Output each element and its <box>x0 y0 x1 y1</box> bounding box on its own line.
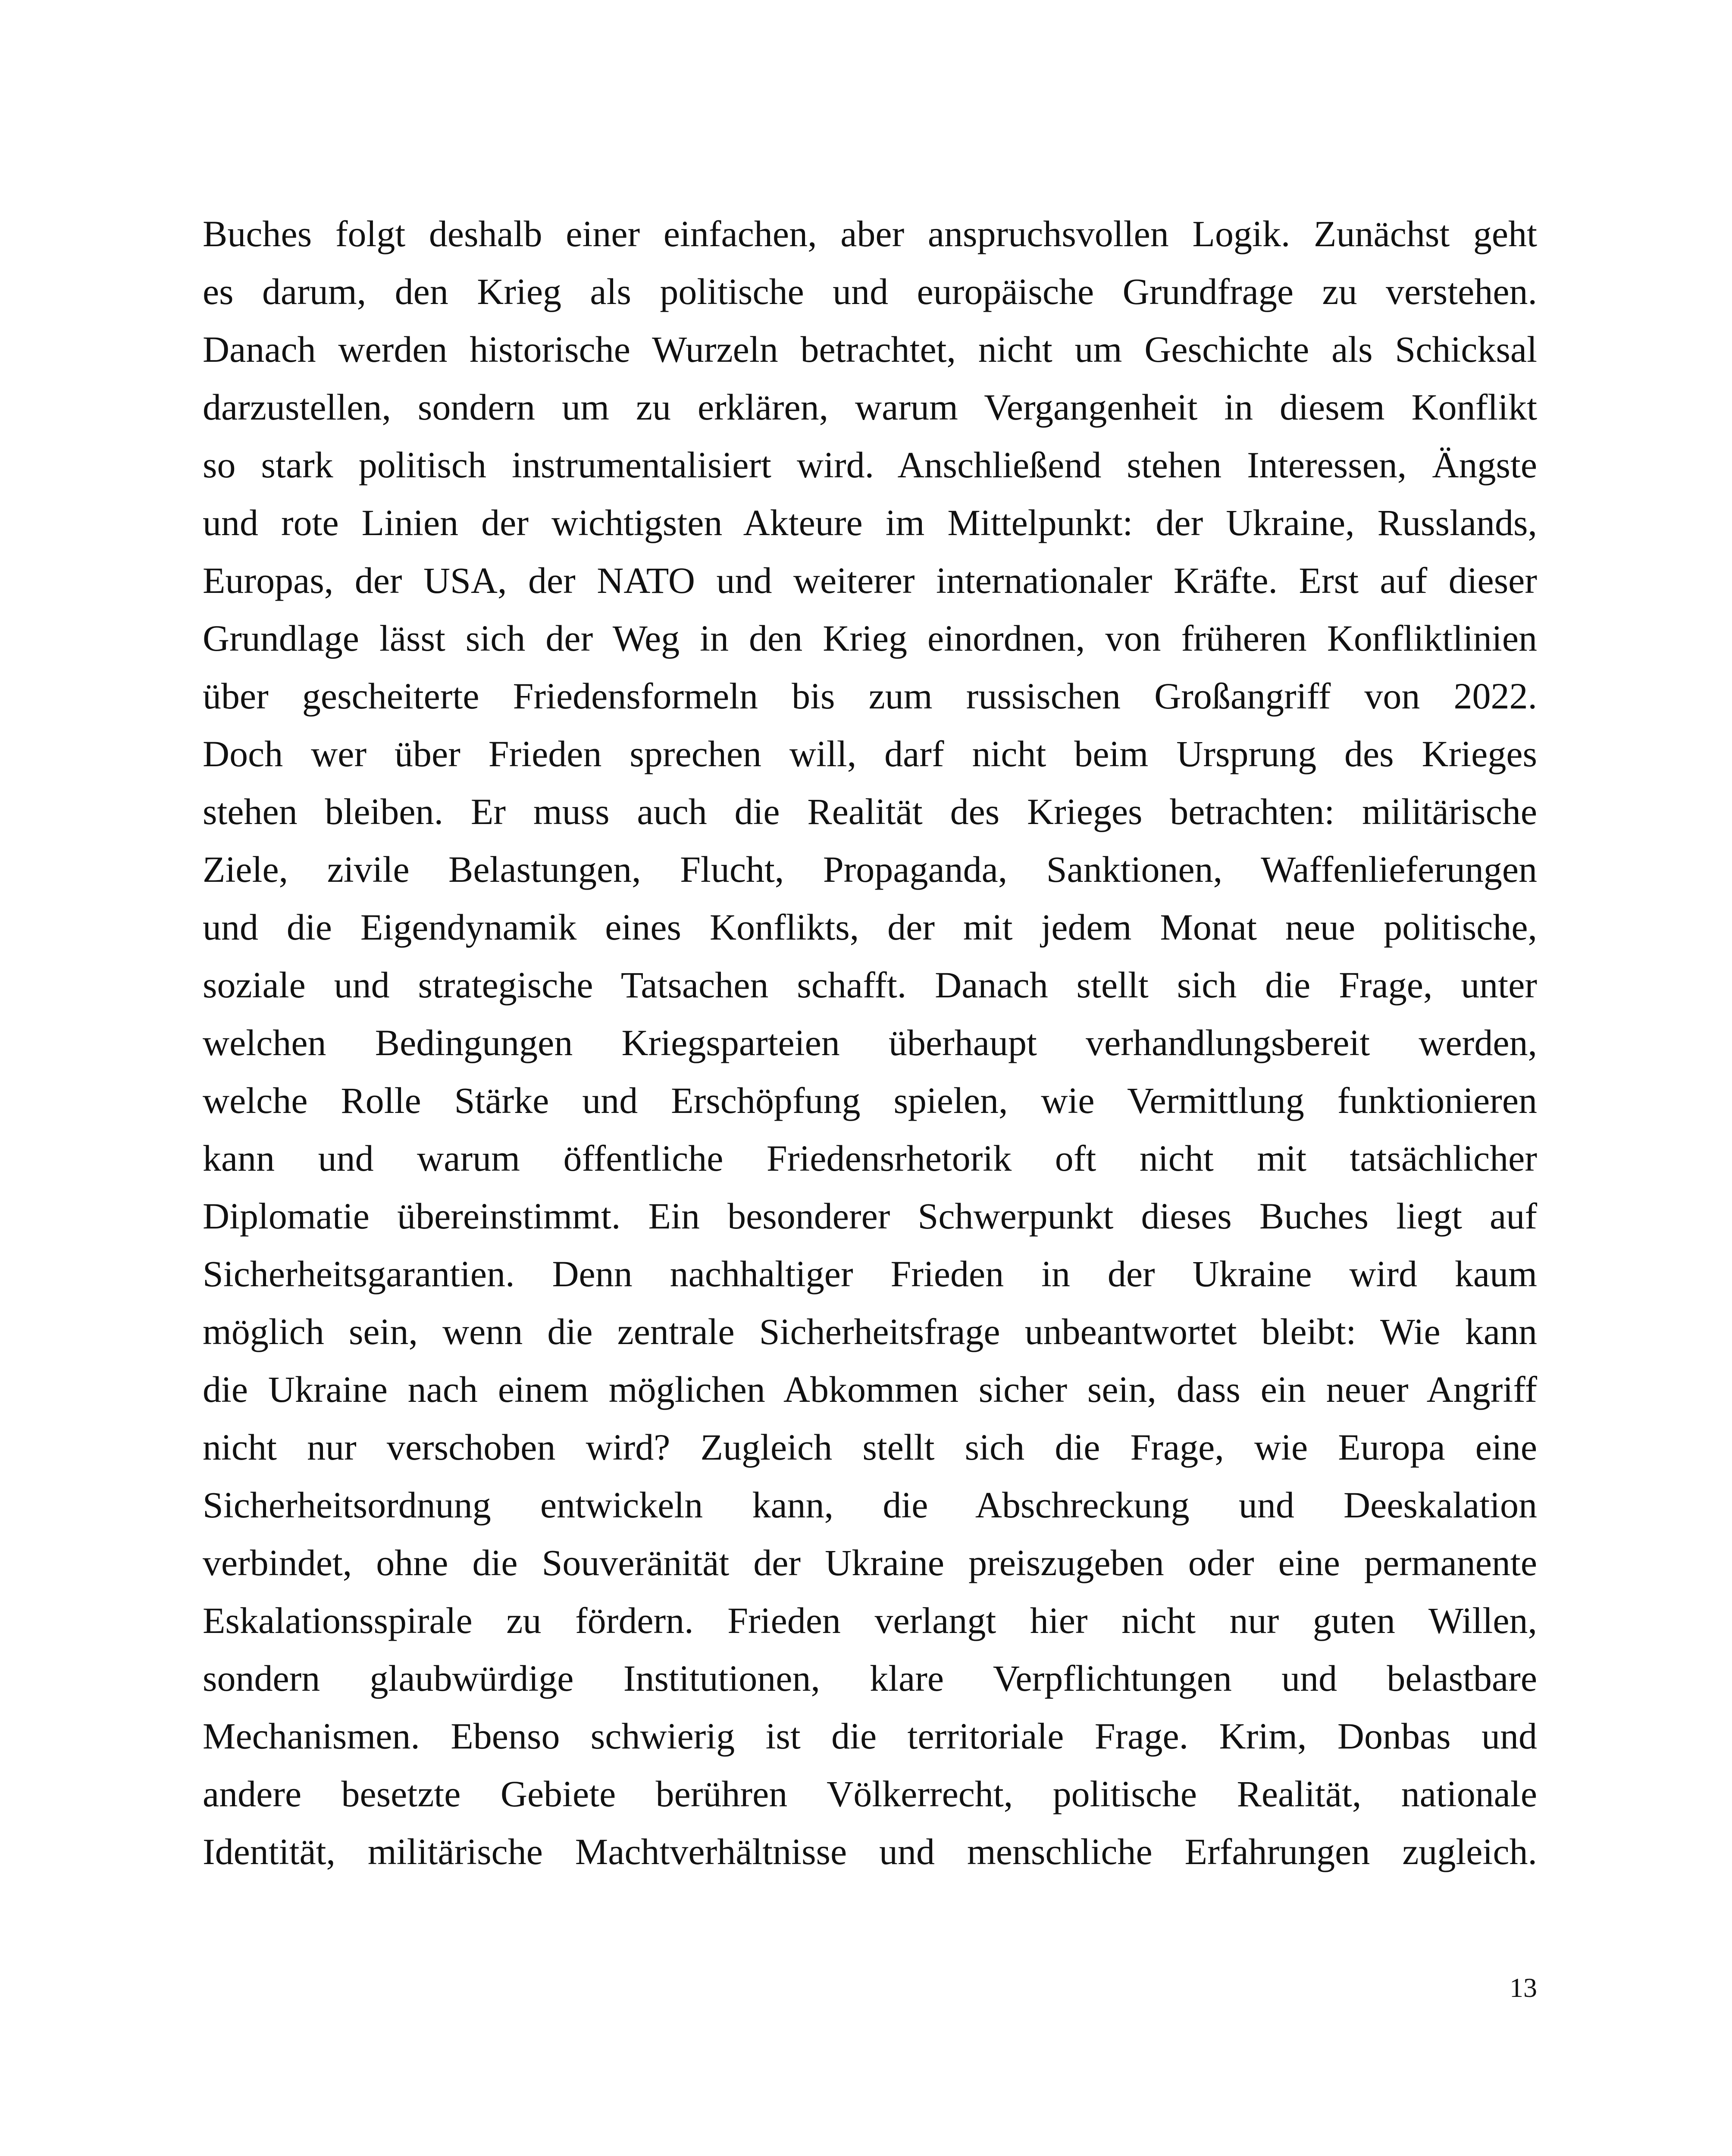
text-line: verbindet, ohne die Souveränität der Ukraine preiszugeben oder eine permanente <box>203 1542 1537 1583</box>
text-line: Europas, der USA, der NATO und weiterer internationaler Kräfte. Erst auf dieser <box>203 560 1537 601</box>
text-line: Ziele, zivile Belastungen, Flucht, Propaganda, Sanktionen, Waffenlieferungen <box>203 849 1537 890</box>
text-line: Grundlage lässt sich der Weg in den Krieg einordnen, von früheren Konfliktlinien <box>203 617 1537 659</box>
text-line: möglich sein, wenn die zentrale Sicherheitsfrage unbeantwortet bleibt: Wie kann <box>203 1311 1537 1352</box>
page-number: 13 <box>1510 1972 1537 2003</box>
text-line: Buches folgt deshalb einer einfachen, aber anspruchsvollen Logik. Zunächst geht <box>203 213 1537 254</box>
text-line: sondern glaubwürdige Institutionen, klare Verpflichtungen und belastbare <box>203 1658 1537 1699</box>
text-line: es darum, den Krieg als politische und europäische Grundfrage zu verstehen. <box>203 271 1537 312</box>
text-line: und rote Linien der wichtigsten Akteure im Mittelpunkt: der Ukraine, Russlands, <box>203 502 1537 543</box>
text-line: welche Rolle Stärke und Erschöpfung spielen, wie Vermittlung funktionieren <box>203 1080 1537 1121</box>
text-line: Doch wer über Frieden sprechen will, darf nicht beim Ursprung des Krieges <box>203 733 1537 774</box>
text-line: Mechanismen. Ebenso schwierig ist die territoriale Frage. Krim, Donbas und <box>203 1715 1537 1757</box>
text-line: Diplomatie übereinstimmt. Ein besonderer Schwerpunkt dieses Buches liegt auf <box>203 1195 1537 1237</box>
text-line: nicht nur verschoben wird? Zugleich stellt sich die Frage, wie Europa eine <box>203 1426 1537 1468</box>
text-line: welchen Bedingungen Kriegsparteien überhaupt verhandlungsbereit werden, <box>203 1022 1537 1063</box>
text-line: Sicherheitsgarantien. Denn nachhaltiger Frieden in der Ukraine wird kaum <box>203 1253 1537 1294</box>
text-line: Eskalationsspirale zu fördern. Frieden verlangt hier nicht nur guten Willen, <box>203 1600 1537 1641</box>
text-line: so stark politisch instrumentalisiert wird. Anschließend stehen Interessen, Ängste <box>203 444 1537 486</box>
text-line: Identität, militärische Machtverhältnisse und menschliche Erfahrungen zugleich. <box>203 1831 1537 1872</box>
text-line: Danach werden historische Wurzeln betrachtet, nicht um Geschichte als Schicksal <box>203 329 1537 370</box>
text-line: Sicherheitsordnung entwickeln kann, die Abschreckung und Deeskalation <box>203 1484 1537 1526</box>
text-line: über gescheiterte Friedensformeln bis zum russischen Großangriff von 2022. <box>203 675 1537 717</box>
text-line: andere besetzte Gebiete berühren Völkerrecht, politische Realität, nationale <box>203 1773 1537 1814</box>
text-line: stehen bleiben. Er muss auch die Realität des Krieges betrachten: militärische <box>203 791 1537 832</box>
text-line: die Ukraine nach einem möglichen Abkommen sicher sein, dass ein neuer Angriff <box>203 1369 1537 1410</box>
text-line: kann und warum öffentliche Friedensrhetorik oft nicht mit tatsächlicher <box>203 1138 1537 1179</box>
text-line: darzustellen, sondern um zu erklären, warum Vergangenheit in diesem Konflikt <box>203 386 1537 428</box>
body-paragraph <box>203 205 1537 1981</box>
text-line: soziale und strategische Tatsachen schafft. Danach stellt sich die Frage, unter <box>203 964 1537 1006</box>
text-line: und die Eigendynamik eines Konflikts, der mit jedem Monat neue politische, <box>203 906 1537 948</box>
